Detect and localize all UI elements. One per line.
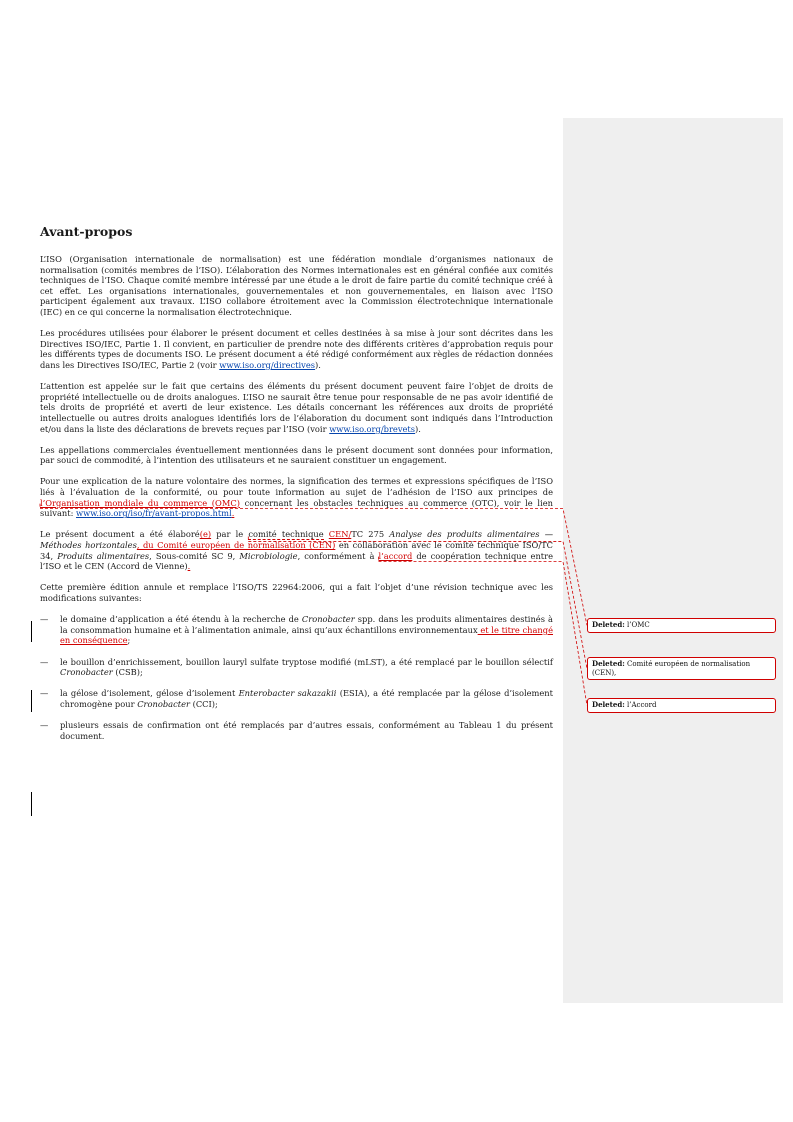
- paragraph-text: par le: [211, 529, 249, 540]
- list-item: [40, 614, 553, 646]
- comment-text: l’OMC: [624, 621, 650, 629]
- comment-text: l’Accord: [624, 701, 657, 709]
- list-item-text: le domaine d’application a été étendu à la recherche de: [60, 614, 302, 625]
- comment-text: Comité européen de normalisation (CEN),: [592, 660, 751, 677]
- paragraph-edition: [40, 582, 553, 603]
- italic-text: Produits alimentaires: [57, 550, 150, 561]
- italic-text: Cronobacter: [301, 614, 355, 625]
- paragraph-trade-names: [40, 445, 553, 466]
- paragraph-text: Les procédures utilisées pour élaborer le présent document et celles destinées à sa mise à jour sont décrites dans les Directives ISO/IEC, Partie 1. Il convient, en particulier de prendre note des différents critères d’approbation requis pour les différents types de documents ISO. Le présent document a été rédigé conformément aux règles de rédaction données dans les Directives ISO/IEC, Partie 2 (voir: [40, 328, 553, 370]
- paragraph-text: Cette première édition annule et remplace l’ISO/TS 22964:2006, qui a fait l’objet d’une révision technique avec les modifications suivantes:: [40, 582, 553, 603]
- list-item-text: spp. dans les produits alimentaires destinés à la consommation humaine et à l’alimentation animale, ainsi qu’aux échantillons environnementaux: [60, 614, 554, 635]
- dash-bullet: —: [40, 688, 49, 699]
- list-item: [40, 657, 553, 678]
- comment-label: Deleted:: [592, 620, 625, 629]
- inserted-text[interactable]: , du Comité européen de normalisation (CEN): [136, 540, 336, 551]
- paragraph-iso-intro: [40, 254, 553, 318]
- dash-bullet: —: [40, 720, 49, 731]
- paragraph-text: L’attention est appelée sur le fait que certains des éléments du présent document peuvent faire l’objet de droits de propriété intellectuelle ou de droits analogues. L’ISO ne saurait être tenue pour responsable de ne pas avoir identifié de tels droits de propriété et averti de leur existence. Les détails concernant les références aux droits de propriété intellectuelle ou autres droits analogues identifiés lors de l’élaboration du document sont indiqués dans l’Introduction et/ou dans la liste des déclarations de brevets reçues par l’ISO (voir: [40, 381, 553, 434]
- paragraph-text: Pour une explication de la nature volontaire des normes, la signification des termes et expressions spécifiques de l’ISO liés à l’évaluation de la conformité, ou pour toute information au sujet de l’adhésion de l’ISO aux principes de: [40, 476, 553, 498]
- paragraph-text: de coopération technique entre l’ISO et le CEN (Accord de Vienne): [40, 550, 554, 572]
- list-item-text: ;: [127, 635, 131, 646]
- foreword-link[interactable]: www.iso.org/iso/fr/avant-propos.html: [76, 508, 232, 519]
- markup-pane: [563, 118, 783, 1003]
- inserted-text[interactable]: CEN/: [328, 529, 352, 540]
- patents-link[interactable]: www.iso.org/brevets: [329, 423, 416, 434]
- comment-balloon-deleted-accord[interactable]: [587, 698, 776, 713]
- list-item-text: la gélose d’isolement, gélose d’isolement: [60, 688, 239, 699]
- inserted-text[interactable]: .: [187, 561, 191, 572]
- list-item-text: (CSB);: [112, 667, 143, 678]
- list-item-text: (CCI);: [189, 698, 218, 709]
- comment-label: Deleted:: [592, 659, 625, 668]
- inserted-text[interactable]: l’accord: [378, 550, 413, 561]
- dash-bullet: —: [40, 614, 49, 625]
- italic-text: Cronobacter: [137, 698, 190, 709]
- changes-list: [40, 614, 553, 741]
- italic-text: Analyse des produits alimentaires — Méthodes horizontales: [40, 529, 554, 551]
- italic-text: Enterobacter sakazakii: [238, 688, 337, 699]
- paragraph-patents: [40, 381, 553, 434]
- comment-balloon-deleted-omc[interactable]: [587, 618, 776, 633]
- italic-text: Cronobacter: [60, 667, 113, 678]
- inserted-text[interactable]: l’Organisation mondiale du commerce (OMC): [40, 497, 240, 508]
- paragraph-text: ).: [315, 359, 321, 370]
- change-bar: [31, 792, 32, 816]
- list-item-text: plusieurs essais de confirmation ont été remplacés par d’autres essais, conformément au Tableau 1 du présent document.: [60, 720, 553, 741]
- paragraph-text: TC 275: [351, 529, 390, 540]
- page-title: Avant-propos: [40, 224, 133, 239]
- paragraph-text: concernant les obstacles techniques au commerce (OTC), voir le lien suivant:: [40, 497, 553, 519]
- paragraph-text: L’ISO (Organisation internationale de normalisation) est une fédération mondiale d’organismes nationaux de normalisation (comités membres de l’ISO). L’élaboration des Normes internationales est en général confiée aux comités techniques de l’ISO. Chaque comité membre intéressé par une étude a le droit de faire partie du comité technique créé à cet effet. Les organisations internationales, gouvernementales et non gouvernementales, en liaison avec l’ISO participent également aux travaux. L’ISO collabore étroitement avec la Commission électrotechnique internationale (IEC) en ce qui concerne la normalisation électrotechnique.: [40, 254, 553, 317]
- comment-label: Deleted:: [592, 700, 625, 709]
- paragraph-text: Les appellations commerciales éventuellement mentionnées dans le présent document sont données pour information, par souci de commodité, à l’intention des utilisateurs et ne sauraient constituer un engagement.: [40, 444, 553, 466]
- dash-bullet: —: [40, 656, 49, 667]
- paragraph-voluntary-nature: [40, 476, 553, 518]
- list-item-text: (ESIA), a été remplacée par la gélose d’isolement chromogène pour: [60, 688, 553, 709]
- paragraph-text: , Sous-comité SC 9,: [149, 550, 240, 561]
- document-body: [40, 224, 553, 752]
- paragraph-text: Le présent document a été élaboré: [40, 529, 200, 540]
- list-item: [40, 688, 553, 709]
- comment-balloon-deleted-cen[interactable]: [587, 657, 776, 680]
- list-item-text: le bouillon d’enrichissement, bouillon lauryl sulfate tryptose modifié (mLST), a été remplacé par le bouillon sélectif: [60, 656, 553, 667]
- list-item: [40, 720, 553, 741]
- italic-text: Microbiologie: [239, 550, 298, 561]
- change-bar: [31, 690, 32, 712]
- paragraph-prepared-by: [40, 529, 553, 571]
- comment-anchor-text[interactable]: comité technique: [248, 529, 324, 540]
- paragraph-text: , conformément à: [297, 550, 379, 561]
- paragraph-procedures: [40, 328, 553, 370]
- paragraph-text: ).: [415, 423, 421, 434]
- paragraph-text: en collaboration avec le comité technique ISO/TC 34,: [40, 540, 553, 561]
- inserted-text[interactable]: .: [231, 508, 235, 519]
- directives-link[interactable]: www.iso.org/directives: [219, 359, 315, 370]
- change-bar: [31, 621, 32, 642]
- inserted-text[interactable]: et le titre changé en conséquence: [60, 624, 553, 646]
- inserted-text[interactable]: (e): [199, 529, 212, 540]
